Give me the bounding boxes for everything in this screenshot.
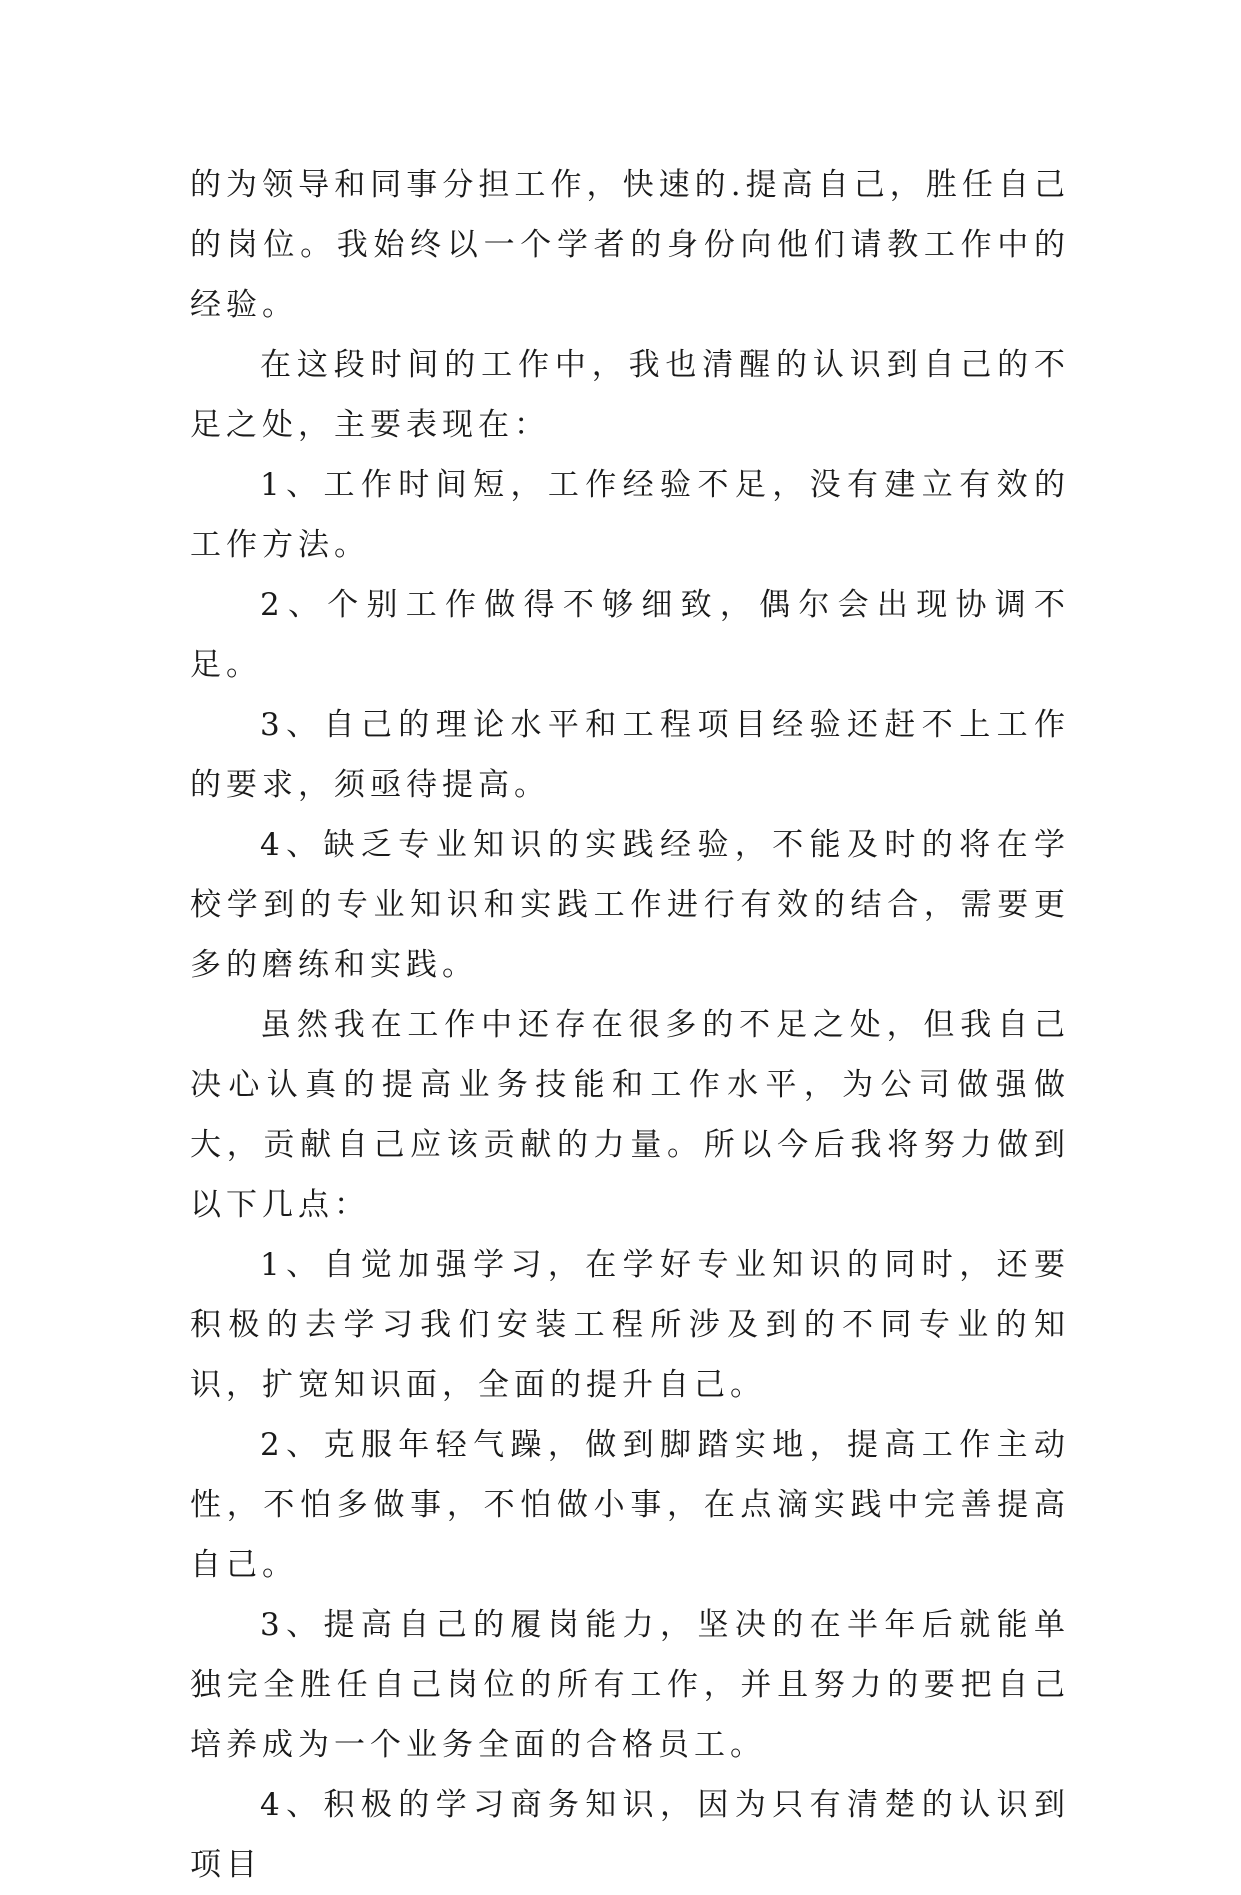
paragraph-shortcomings-intro: 在这段时间的工作中，我也清醒的认识到自己的不足之处，主要表现在： — [190, 347, 1070, 443]
paragraph-plan-2: 2、克服年轻气躁，做到脚踏实地，提高工作主动性，不怕多做事，不怕做小事，在点滴实践中完善提高自己。 — [190, 1427, 1070, 1583]
paragraph-plan-3: 3、提高自己的履岗能力，坚决的在半年后就能单独完全胜任自己岗位的所有工作，并且努力的要把自己培养成为一个业务全面的合格员工。 — [190, 1607, 1070, 1763]
paragraph-plan-1: 1、自觉加强学习，在学好专业知识的同时，还要积极的去学习我们安装工程所涉及到的不同专业的知识，扩宽知识面，全面的提升自己。 — [190, 1247, 1070, 1403]
document-body — [190, 155, 1070, 1895]
paragraph-shortcoming-2: 2、个别工作做得不够细致，偶尔会出现协调不足。 — [190, 587, 1070, 683]
paragraph-continuation: 的为领导和同事分担工作，快速的.提高自己，胜任自己的岗位。我始终以一个学者的身份向他们请教工作中的经验。 — [190, 167, 1070, 323]
paragraph-shortcoming-1: 1、工作时间短，工作经验不足，没有建立有效的工作方法。 — [190, 467, 1070, 563]
paragraph-shortcoming-3: 3、自己的理论水平和工程项目经验还赶不上工作的要求，须亟待提高。 — [190, 707, 1070, 803]
paragraph-shortcoming-4: 4、缺乏专业知识的实践经验，不能及时的将在学校学到的专业知识和实践工作进行有效的结合，需要更多的磨练和实践。 — [190, 827, 1070, 983]
paragraph-plan-4: 4、积极的学习商务知识，因为只有清楚的认识到项目 — [190, 1787, 1070, 1883]
paragraph-resolution-intro: 虽然我在工作中还存在很多的不足之处，但我自己决心认真的提高业务技能和工作水平，为公司做强做大，贡献自己应该贡献的力量。所以今后我将努力做到以下几点： — [190, 1007, 1070, 1223]
